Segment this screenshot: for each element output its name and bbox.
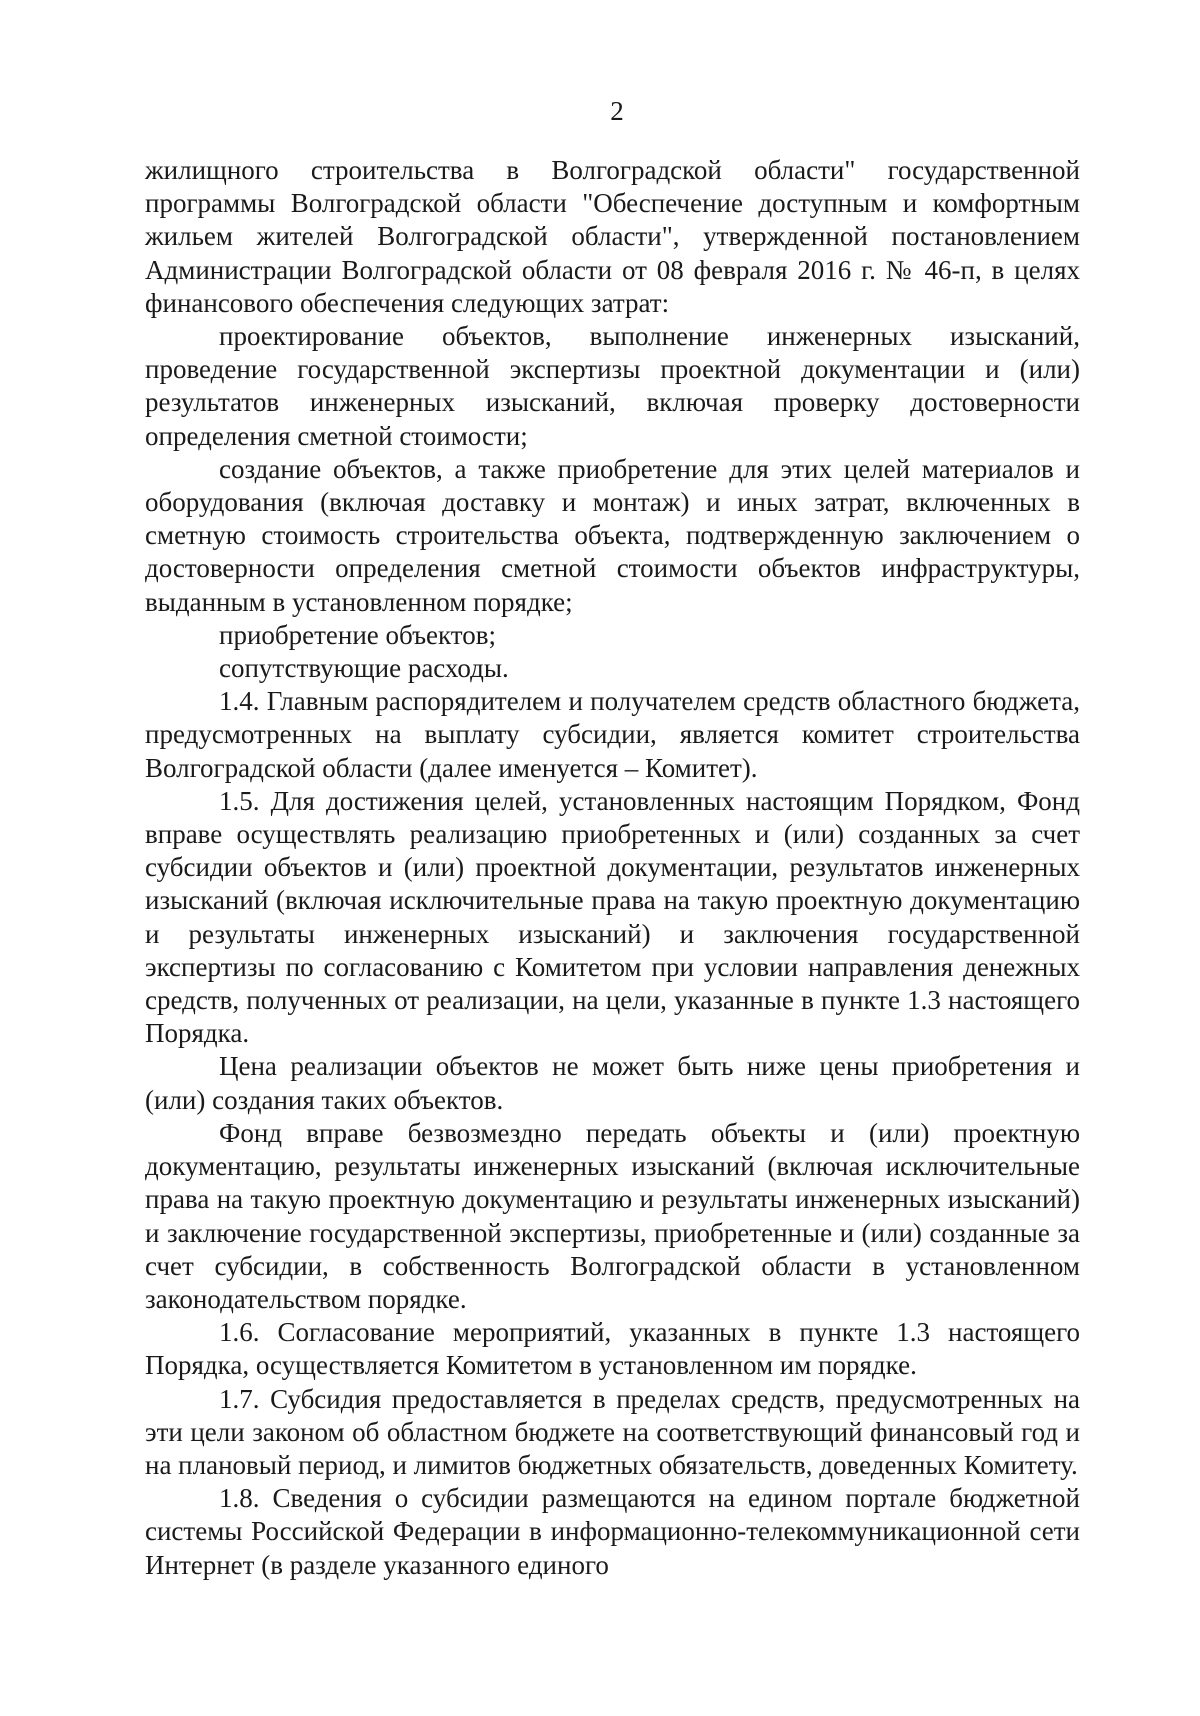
- paragraph: приобретение объектов;: [219, 619, 497, 650]
- paragraph: Фонд вправе безвозмездно передать объекты и (или) проектную документацию, результаты инженерных изысканий (включая исключительные права на такую проектную документацию и результаты инженерных изысканий) и заключение государственной экспертизы, приобретенные и (или) созданные за счет субсидии, в собственность Волгоградской области в установленном законодательством порядке.: [145, 1117, 1080, 1314]
- paragraph: проектирование объектов, выполнение инженерных изысканий, проведение государственной экспертизы проектной документации и (или) результатов инженерных изысканий, включая проверку достоверности определения сметной стоимости;: [145, 321, 1080, 451]
- paragraph: создание объектов, а также приобретение для этих целей материалов и оборудования (включая доставку и монтаж) и иных затрат, включенных в сметную стоимость строительства объекта, подтвержденную заключением о достоверности определения сметной стоимости объектов инфраструктуры, выданным в установленном порядке;: [145, 453, 1080, 617]
- paragraph: 1.7. Субсидия предоставляется в пределах средств, предусмотренных на эти цели законом об областном бюджете на соответствующий финансовый год и на плановый период, и лимитов бюджетных обязательств, доведенных Комитету.: [145, 1383, 1080, 1480]
- paragraph: сопутствующие расходы.: [219, 653, 509, 684]
- paragraph: 1.6. Согласование мероприятий, указанных в пункте 1.3 настоящего Порядка, осуществляется Комитетом в установленном им порядке.: [145, 1317, 1080, 1381]
- paragraph: Цена реализации объектов не может быть ниже цены приобретения и (или) создания таких объектов.: [145, 1051, 1080, 1115]
- paragraph: 1.4. Главным распорядителем и получателем средств областного бюджета, предусмотренных на выплату субсидии, является комитет строительства Волгоградской области (далее именуется – Комитет).: [145, 686, 1080, 783]
- document-body: [145, 154, 1080, 1582]
- page-number: 2: [610, 96, 624, 126]
- paragraph: жилищного строительства в Волгоградской области" государственной программы Волгоградской области "Обеспечение доступным и комфортным жильем жителей Волгоградской области", утвержденной постановлением Администрации Волгоградской области от 08 февраля 2016 г. № 46-п, в целях финансового обеспечения следующих затрат:: [145, 155, 1080, 318]
- paragraph: 1.8. Сведения о субсидии размещаются на едином портале бюджетной системы Российской Федерации в информационно-телекоммуникационной сети Интернет (в разделе указанного единого: [145, 1483, 1080, 1580]
- paragraph: 1.5. Для достижения целей, установленных настоящим Порядком, Фонд вправе осуществлять реализацию приобретенных и (или) созданных за счет субсидии объектов и (или) проектной документации, результатов инженерных изысканий (включая исключительные права на такую проектную документацию и результаты инженерных изысканий) и заключения государственной экспертизы по согласованию с Комитетом при условии направления денежных средств, полученных от реализации, на цели, указанные в пункте 1.3 настоящего Порядка.: [145, 785, 1080, 1049]
